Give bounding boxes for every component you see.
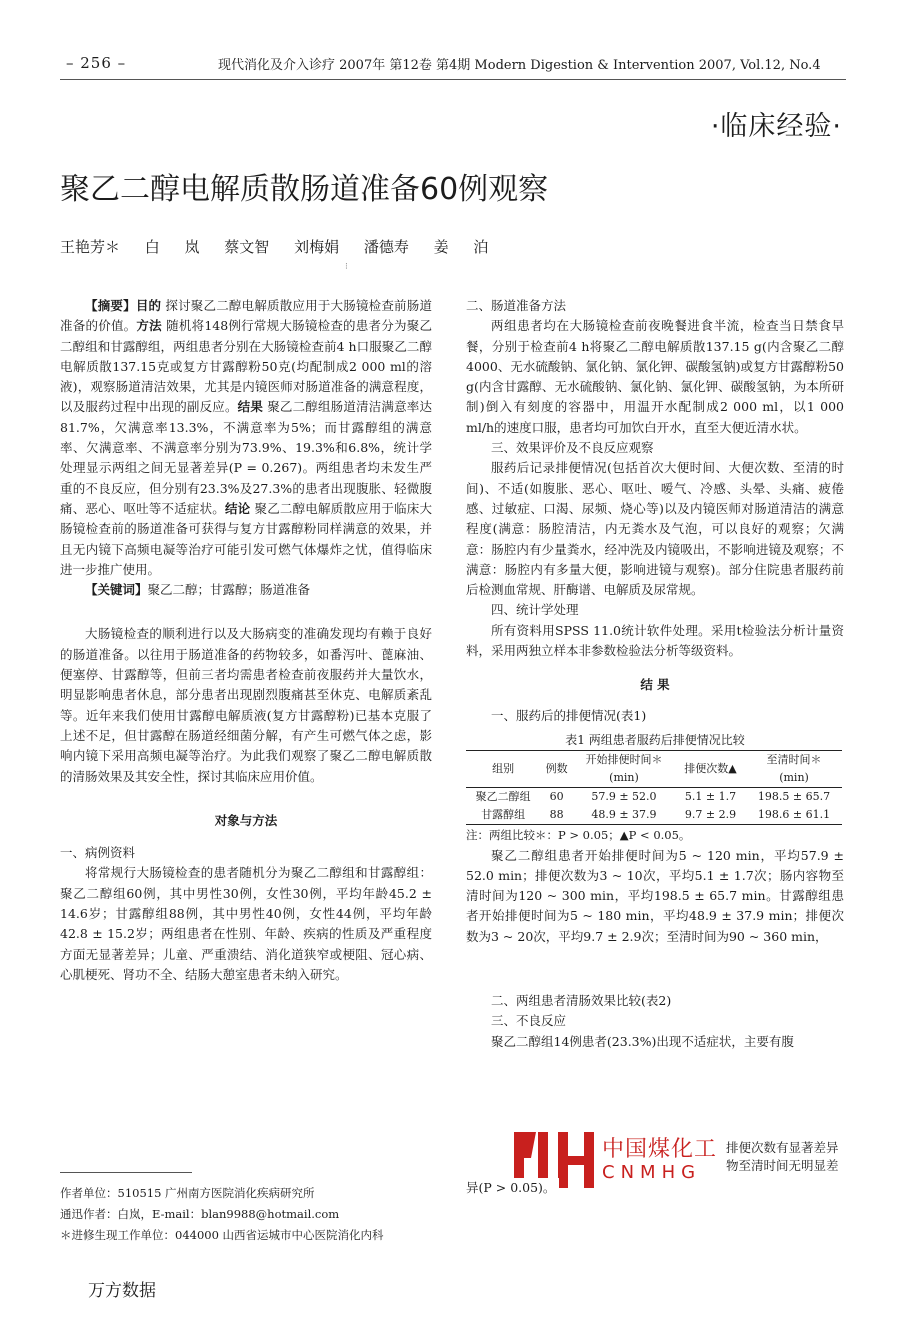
abstract-label: 【摘要】: [85, 298, 136, 313]
subheading-eval: 三、效果评价及不良反应观察: [491, 440, 654, 456]
keywords-text: 聚乙二醇；甘露醇；肠道准备: [147, 582, 311, 598]
subheading-cleansing: 二、两组患者清肠效果比较(表2): [491, 993, 672, 1009]
table-header-count: 排便次数▲: [675, 751, 746, 788]
table-header-n: 例数: [540, 751, 573, 788]
abstract-conclusion-label: 结论: [224, 500, 251, 516]
intro-paragraph: 大肠镜检查的顺利进行以及大肠病变的准确发现均有赖于良好的肠道准备。以往用于肠道准备的药物较多，如番泻叶、蓖麻油、便塞停、甘露醇等，但前三者均需患者检查前夜服药并大量饮水，明显影响患者休息，部分患者出现剧烈腹痛甚至休克、电解质紊乱等。近年来我们使用甘露醇电解质液(复方甘露醇粉)已基本克服了上述不足，但甘露醇在肠道经细菌分解，有产生可燃气体之虑，影响内镜下采用高频电凝等治疗。为此我们观察了聚乙二醇电解质散的清肠效果及其安全性，探讨其临床应用价值。: [60, 626, 432, 784]
results-continuation: [726, 1140, 840, 1174]
table-cell: 88: [540, 806, 573, 825]
logo-name-en: CNMHG: [602, 1162, 702, 1183]
abstract-result: 聚乙二醇组肠道清洁满意率达81.7%，欠满意率13.3%，不满意率为5%；而甘露醇组的满意率、欠满意率、不满意率分别为73.9%、19.3%和6.8%，统计学处理显示两组之间无显著差异(P = 0.267)。两组患者均未发生严重的不良反应，但分别有23.3%及27.3%的患者出现腹胀、轻微腹痛、恶心、呕吐等不适症状。: [60, 399, 432, 516]
subheading-adverse: 三、不良反应: [491, 1013, 567, 1029]
layout-mark: ⁝: [345, 262, 348, 272]
table-cell: 48.9 ± 37.9: [573, 806, 675, 825]
logo-name-cn: 中国煤化工: [602, 1137, 718, 1162]
author-list: 王艳芳＊ 白 岚 蔡文智 刘梅娟 潘德寿 姜 泊: [60, 238, 489, 256]
table-cell: 聚乙二醇组: [475, 790, 531, 804]
footnote-trainee: ＊进修生现工作单位：044000 山西省运城市中心医院消化内科: [60, 1228, 384, 1242]
results-continuation-end: 异(P > 0.05)。: [466, 1178, 559, 1196]
footnote-affiliation: 作者单位：510515 广州南方医院消化疾病研究所: [60, 1186, 315, 1200]
results-continuation-line: 排便次数有显著差异: [726, 1140, 839, 1155]
subheading-cases: 一、病例资料: [60, 845, 136, 861]
table-cell: 甘露醇组: [466, 806, 540, 825]
section-heading-methods: 对象与方法: [214, 812, 278, 828]
results-table: [466, 750, 842, 825]
abstract-result-label: 结果: [237, 399, 264, 415]
results-paragraph: 聚乙二醇组患者开始排便时间为5 ~ 120 min，平均57.9 ± 52.0 min；排便次数为3 ~ 10次，平均5.1 ± 1.7次；肠内容物至清时间为120 ~ 300 min，平均198.5 ± 65.7 min。甘露醇组患者开始排便时间为5 ~ 180 min，平均48.9 ± 37.9 min；排便次数为3 ~ 20次，平均9.7 ± 2.9次；至清时间为90 ~ 360 min，: [466, 847, 844, 944]
eval-paragraph: 服药后记录排便情况(包括首次大便时间、大便次数、至清的时间)、不适(如腹胀、恶心、呕吐、嗳气、冷感、头晕、头痛、疲倦感、过敏症、口渴、尿频、烧心等)以及内镜医师对肠道清洁的满意程度(满意：肠腔清洁，内无粪水及气泡，可以良好的观察；欠满意：肠腔内有少量粪水，经冲洗及内镜吸出，不影响进镜及观察；不满意：肠腔内有多量大便，影响进镜与观察)。部分住院患者服药前后检测血常规、肝酶谱、电解质及尿常规。: [466, 460, 844, 598]
cases-paragraph: 将常规行大肠镜检查的患者随机分为聚乙二醇组和甘露醇组：聚乙二醇组60例，其中男性30例，女性30例，平均年龄45.2 ± 14.6岁；甘露醇组88例，其中男性40例，女性44例，平均年龄42.8 ± 15.2岁；两组患者在性别、年龄、疾病的性质及严重程度方面无显著差异；儿童、严重溃结、消化道狭窄或梗阻、冠心病、心肌梗死、肾功不全、结肠大憩室患者未纳入研究。: [60, 865, 432, 982]
subheading-stats: 四、统计学处理: [491, 602, 579, 618]
abstract-purpose: 探讨聚乙二醇电解质散应用于大肠镜检查前肠道准备的价值。: [60, 298, 432, 334]
abstract-conclusion: 聚乙二醇电解质散应用于临床大肠镜检查前的肠道准备可获得与复方甘露醇粉同样满意的效果，并且无内镜下高频电凝等治疗可能引发可燃气体爆炸之忧，值得临床进一步推广使用。: [60, 500, 432, 577]
header-rule: [60, 79, 846, 80]
table-header-start-time: 开始排便时间＊: [573, 751, 675, 770]
journal-running-header: 现代消化及介入诊疗 2007年 第12卷 第4期 Modern Digestion & Intervention 2007, Vol.12, No.4: [218, 58, 821, 73]
abstract-method-label: 方法: [136, 318, 162, 334]
footnote-correspondence: 通迅作者：白岚，E-mail：blan9988@hotmail.com: [60, 1207, 340, 1221]
section-heading-results: 结 果: [640, 677, 670, 693]
results-continuation-line: 物至清时间无明显差: [726, 1158, 839, 1173]
subheading-prep: 二、肠道准备方法: [466, 298, 567, 313]
prep-paragraph: 两组患者均在大肠镜检查前夜晚餐进食半流，检查当日禁食早餐，分别于检查前4 h将聚乙二醇电解质散137.15 g(内含聚乙二醇4000、无水硫酸钠、氯化钠、氯化钾、碳酸氢钠)或复方甘露醇粉50 g(内含甘露醇、无水硫酸钠、氯化钠、氯化钾、碳酸氢钠，为本所研制)倒入有刻度的容器中，用温开水配制成2 000 ml，以1 000 ml/h的速度口服，患者均可加饮白开水，直至大便近清水状。: [466, 318, 844, 435]
table-header-group: 组别: [466, 751, 540, 788]
right-column: [466, 296, 844, 1052]
table-cell: 9.7 ± 2.9: [675, 806, 746, 825]
subheading-bowel-movements: 一、服药后的排便情况(表1): [491, 707, 647, 723]
cnmhg-logo: [466, 1128, 840, 1195]
abstract-method: 随机将148例行常规大肠镜检查的患者分为聚乙二醇组和甘露醇组，两组患者分别在大肠镜检查前4 h口服聚乙二醇电解质散137.15克或复方甘露醇粉50克(均配制成2 000 ml的溶液)，观察肠道清洁效果，尤其是内镜医师对肠道准备的满意程度，以及服药过程中出现的副反应。: [60, 318, 432, 415]
page-number: – 256 –: [66, 54, 127, 72]
wanfang-watermark: 万方数据: [88, 1281, 156, 1301]
table-cell: 5.1 ± 1.7: [684, 790, 737, 804]
table-cell: 198.6 ± 61.1: [746, 806, 842, 825]
keywords-label: 【关键词】: [85, 582, 148, 598]
column-label: ·临床经验·: [710, 111, 842, 142]
article-title: 聚乙二醇电解质散肠道准备60例观察: [60, 172, 549, 207]
adverse-paragraph: 聚乙二醇组14例患者(23.3%)出现不适症状，主要有腹: [491, 1033, 794, 1049]
table-header-clear-time: 至清时间＊: [746, 751, 842, 770]
abstract-purpose-label: 目的: [135, 298, 162, 313]
table-header-start-unit: (min): [573, 769, 675, 788]
footnote-rule: [60, 1172, 192, 1173]
keywords: [60, 580, 432, 600]
table-row: [466, 806, 842, 825]
table-row: [466, 788, 842, 807]
table-cell: 57.9 ± 52.0: [591, 790, 657, 804]
footnotes: [60, 1183, 436, 1246]
table-header-clear-unit: (min): [746, 769, 842, 788]
table-title: 表1 两组患者服药后排便情况比较: [565, 732, 745, 747]
left-column: [60, 296, 432, 985]
table-cell: 198.5 ± 65.7: [757, 790, 831, 804]
abstract: [60, 296, 432, 580]
stats-paragraph: 所有资料用SPSS 11.0统计软件处理。采用t检验法分析计量资料，采用两独立样本非参数检验法分析等级资料。: [466, 622, 844, 659]
table-cell: 60: [549, 790, 564, 804]
table-note: 注：两组比较＊：P > 0.05；▲P < 0.05。: [466, 828, 691, 843]
